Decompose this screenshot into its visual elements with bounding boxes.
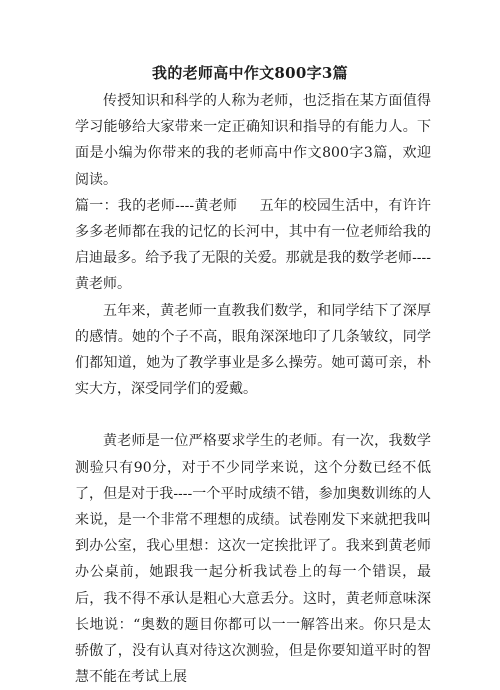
- paragraph-2: 五年来，黄老师一直教我们数学，和同学结下了深厚的感情。她的个子不高，眼角深深地印了几条皱纹，同学们都知道，她为了教学事业是多么操劳。她可蔼可亲，朴实大方，深受同学们的爱戴。: [75, 302, 431, 398]
- paragraph-3: 黄老师是一位严格要求学生的老师。有一次，我数学测验只有90分，对于不少同学来说，这个分数已经不低了，但是对于我----一个平时成绩不错，参加奥数训练的人来说，是一个非常不理想的成绩。试卷刚发下来就把我叫到办公室，我心里想：这次一定挨批评了。我来到黄老师办公桌前，她跟我一起分析我试卷上的每一个错误，最后，我不得不承认是粗心大意丢分。这时，黄老师意味深长地说：“奥数的题目你都可以一一解答出来。你只是太骄傲了，没有认真对待这次测验，但是你要知道平时的智慧不能在考试上展: [75, 433, 431, 686]
- page-title: 我的老师高中作文800字3篇: [152, 64, 348, 82]
- intro-paragraph: 传授知识和科学的人称为老师，也泛指在某方面值得学习能够给大家带来一定正确知识和指导的有能力人。下面是小编为你带来的我的老师高中作文800字3篇，欢迎阅读。: [75, 93, 431, 188]
- paragraph-gap: [75, 402, 431, 428]
- article-body: [75, 88, 431, 690]
- part1-first-text: 五年的校园生活中，有许许多多老师都在我的记忆的长河中，其中有一位老师给我的启迪最多。给予我了无限的关爱。那就是我的数学老师----黄老师。: [75, 197, 432, 293]
- part1-heading: 篇一：我的老师----黄老师: [75, 197, 238, 214]
- part1-paragraph: [75, 193, 431, 298]
